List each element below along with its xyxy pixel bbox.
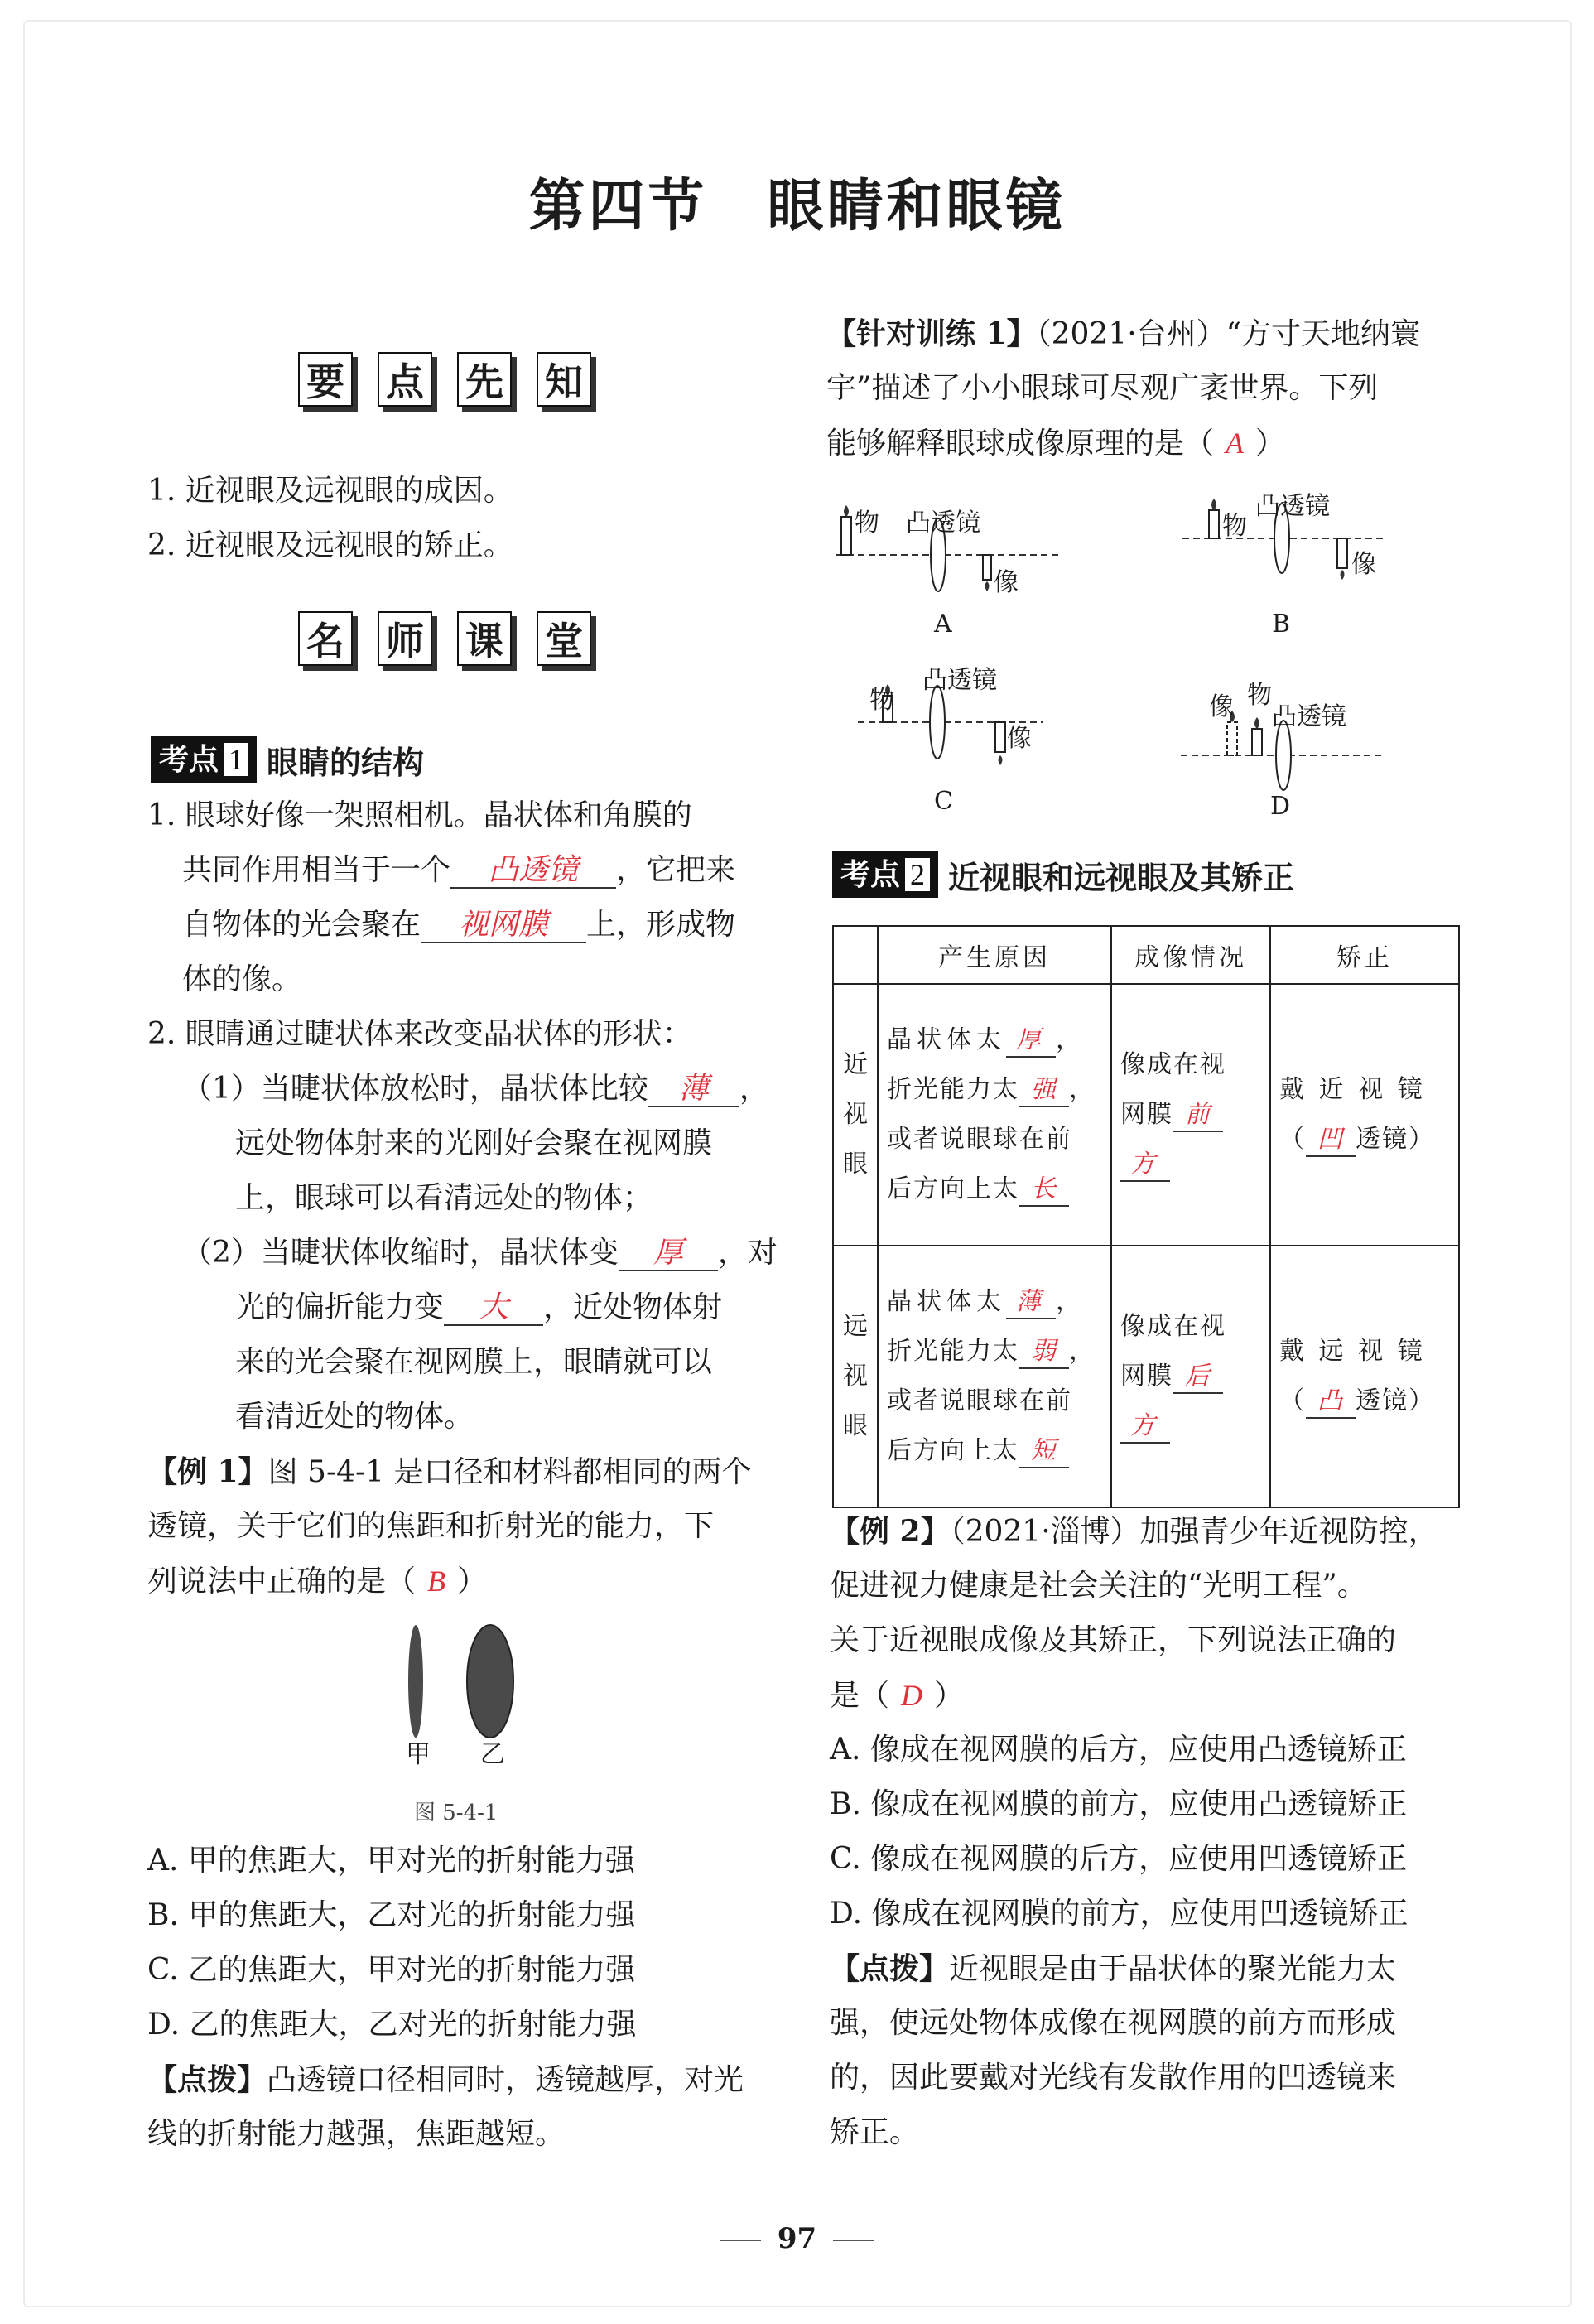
text: ， [739, 1072, 769, 1106]
text-line: 矫正。 [830, 2115, 920, 2149]
lens-label: 凸透镜 [906, 509, 980, 538]
text: 是（ [830, 1679, 890, 1713]
text: （2021·淄博）加强青少年近视防控， [950, 1515, 1438, 1549]
text: 网膜 [1120, 1100, 1173, 1129]
comparison-table [832, 925, 1460, 1508]
option-letter: C [934, 787, 953, 816]
text: ） [1255, 427, 1286, 460]
row-name-cell [833, 984, 878, 1246]
text: ，对 [717, 1236, 778, 1270]
answer-blank: 大 [444, 1290, 543, 1326]
image-label: 像 [1209, 692, 1234, 721]
example-label: 【例 2】 [830, 1514, 951, 1549]
text: 近视眼是由于晶状体的聚光能力太 [949, 1952, 1397, 1986]
training-label: 【针对训练 1】 [826, 316, 1037, 351]
kaodian-tag [832, 851, 938, 898]
text: 晶状体太 [887, 1287, 1006, 1316]
cell-line: 戴 近 视 镜 [1279, 1075, 1426, 1104]
object-label: 物 [1247, 681, 1272, 710]
kaodian-title: 眼睛的结构 [267, 744, 425, 781]
object-label: 物 [855, 509, 879, 538]
tip-label: 【点拨】 [830, 1951, 950, 1986]
cell-line [1279, 1115, 1450, 1164]
option: D. 乙的焦距大，乙对光的折射能力强 [147, 2008, 637, 2042]
optics-diagram-d [1176, 671, 1391, 803]
text-line [830, 1668, 964, 1724]
cell-line [887, 1426, 1102, 1476]
text: （ [1279, 1125, 1306, 1154]
answer-blank: 薄 [1006, 1286, 1056, 1319]
header-char: 点 [378, 352, 432, 407]
text: 透镜） [1356, 1125, 1435, 1154]
option: A. 像成在视网膜的后方，应使用凸透镜矫正 [830, 1733, 1407, 1767]
answer: D [901, 1679, 923, 1712]
text: 后方向上太 [887, 1436, 1019, 1465]
answer: B [427, 1565, 446, 1598]
text: ，它把来 [616, 853, 736, 887]
text: 能够解释眼球成像原理的是（ [826, 427, 1215, 460]
cell-line: 像成在视 [1120, 1312, 1226, 1341]
header-char: 课 [457, 611, 512, 666]
text: 凸透镜口径相同时，透镜越厚，对光 [267, 2063, 744, 2097]
text-line [182, 1226, 778, 1280]
text-line: 透镜，关于它们的焦距和折射光的能力，下 [147, 1509, 715, 1543]
text: 折光能力太 [887, 1075, 1019, 1104]
cell-line: 折光能力太 强 ， [887, 1065, 1102, 1115]
cell-line [1279, 1377, 1450, 1426]
cell-line [1120, 1401, 1261, 1451]
tip-label: 【点拨】 [147, 2062, 267, 2097]
image-label: 像 [1007, 724, 1032, 753]
option-letter: A [934, 610, 952, 639]
text-line [826, 306, 1420, 362]
option: C. 乙的焦距大，甲对光的折射能力强 [147, 1953, 636, 1987]
text: ） [934, 1679, 965, 1713]
row-name-char: 眼 [843, 1150, 868, 1179]
header-char: 名 [298, 611, 353, 666]
page-title: 第四节 眼睛和眼镜 [528, 173, 1066, 239]
text-line: 2. 眼睛通过睫状体来改变晶状体的形状： [147, 1017, 692, 1051]
image-label: 像 [994, 568, 1019, 597]
option-letter: B [1272, 610, 1291, 639]
answer-blank: 厚 [619, 1235, 718, 1271]
option: B. 像成在视网膜的前方，应使用凸透镜矫正 [830, 1787, 1408, 1821]
lens-label: 凸透镜 [922, 666, 997, 695]
header-char: 师 [378, 611, 432, 666]
row-name-char: 近 [843, 1050, 868, 1079]
answer-blank: 凸透镜 [450, 852, 616, 889]
cell-line: 折光能力太 弱 ， [887, 1327, 1102, 1377]
header-char: 知 [537, 352, 591, 407]
text-line: 1. 眼球好像一架照相机。晶状体和角膜的 [147, 798, 692, 832]
image-cell [1111, 984, 1270, 1246]
text-line: 体的像。 [182, 962, 302, 996]
text: （1）当睫状体放松时，晶状体比较 [182, 1072, 648, 1106]
lens-label: 乙 [480, 1740, 505, 1769]
text-line: 远处物体射来的光刚好会聚在视网膜 [235, 1126, 713, 1160]
image-label: 像 [1351, 550, 1376, 579]
kaodian-label: 考点 [840, 858, 901, 892]
text-line: 上，眼球可以看清远处的物体； [235, 1181, 653, 1215]
text: ） [457, 1565, 488, 1598]
answer-blank: 后 [1173, 1361, 1223, 1394]
answer-blank: 方 [1120, 1410, 1170, 1444]
cell-line [1120, 1090, 1261, 1140]
kaodian-1-heading [151, 736, 424, 783]
kaodian-label: 考点 [159, 743, 219, 777]
text-line [182, 843, 735, 898]
text-line: 线的折射能力越强，焦距越短。 [147, 2117, 566, 2151]
cell-line: 或者说眼球在前 [887, 1386, 1072, 1415]
answer-blank: 视网膜 [421, 907, 586, 943]
row-name-cell [833, 1246, 878, 1507]
thick-lens [467, 1625, 513, 1738]
text: 网膜 [1120, 1362, 1173, 1391]
table-header-cell: 成像情况 [1111, 926, 1270, 984]
page-number-text: 97 [777, 2222, 817, 2255]
section-header-yaodian [298, 352, 591, 407]
object-label: 物 [869, 686, 894, 715]
text: （2021·台州）“方寸天地纳寰 [1036, 317, 1421, 351]
example-label: 【例 1】 [147, 1454, 268, 1489]
text-line: 促进视力健康是社会关注的“光明工程”。 [830, 1569, 1367, 1603]
lens-label: 凸透镜 [1272, 702, 1346, 731]
answer-blank: 凹 [1306, 1124, 1356, 1157]
text-line [182, 1062, 769, 1116]
answer-blank: 弱 [1019, 1336, 1069, 1369]
yaodian-item: 2. 近视眼及远视眼的矫正。 [147, 528, 513, 562]
header-char: 要 [298, 352, 353, 407]
answer-blank: 前 [1173, 1099, 1223, 1132]
option: A. 甲的焦距大，甲对光的折射能力强 [147, 1844, 635, 1878]
cell-line [887, 1164, 1102, 1214]
cause-cell [878, 1246, 1111, 1507]
fix-cell [1270, 1246, 1459, 1507]
text: 光的偏折能力变 [235, 1290, 445, 1324]
text: （2）当睫状体收缩时，晶状体变 [182, 1236, 619, 1270]
text: 后方向上太 [887, 1174, 1019, 1203]
text: 自物体的光会聚在 [182, 908, 421, 942]
table-header-cell [833, 926, 878, 984]
page-number [0, 2222, 1594, 2255]
text: 透镜） [1356, 1386, 1435, 1415]
row-name-char: 视 [843, 1362, 868, 1391]
text-line [147, 1444, 752, 1500]
answer-blank: 强 [1019, 1074, 1069, 1107]
text: 图 5-4-1 是口径和材料都相同的两个 [267, 1455, 752, 1489]
header-char: 先 [457, 352, 512, 407]
cell-line: 晶状体太 厚 ， [887, 1015, 1102, 1065]
text: （ [1279, 1386, 1306, 1415]
answer: A [1226, 427, 1245, 460]
text-line: 的，因此要戴对光线有发散作用的凹透镜来 [830, 2061, 1397, 2095]
option-letter: D [1270, 792, 1291, 821]
text: 列说法中正确的是（ [147, 1565, 417, 1598]
image-cell [1111, 1246, 1270, 1507]
table-header-cell: 矫正 [1270, 926, 1459, 984]
text: 共同作用相当于一个 [182, 853, 451, 887]
text-line: 强，使远处物体成像在视网膜的前方而形成 [830, 2006, 1397, 2040]
table-header-row [833, 926, 1459, 984]
kaodian-tag [151, 736, 257, 783]
answer-blank: 凸 [1306, 1386, 1356, 1419]
answer-blank: 短 [1019, 1435, 1069, 1468]
row-name-char: 眼 [843, 1411, 868, 1440]
figure-caption: 图 5-4-1 [414, 1801, 498, 1825]
object-label: 物 [1222, 512, 1247, 541]
header-char: 堂 [537, 611, 591, 666]
cell-line [1120, 1140, 1261, 1189]
row-name-char: 视 [843, 1100, 868, 1129]
text-line [182, 898, 735, 952]
table-row [833, 984, 1459, 1246]
kaodian-2-heading [832, 851, 1294, 898]
row-name-char: 远 [843, 1312, 868, 1341]
text-line [830, 1504, 1438, 1560]
cell-line: 晶状体太 薄 ， [887, 1277, 1102, 1327]
yaodian-item: 1. 近视眼及远视眼的成因。 [147, 474, 513, 508]
text: ，近处物体射 [543, 1290, 723, 1324]
answer-blank: 方 [1120, 1149, 1170, 1182]
lens-label: 甲 [406, 1740, 431, 1769]
text-line [235, 1280, 722, 1335]
cause-cell [878, 984, 1111, 1246]
section-header-mingshi [298, 611, 591, 666]
text-line [147, 2052, 744, 2108]
table-row [833, 1246, 1459, 1507]
text-line [830, 1941, 1396, 1997]
text-line: 看清近处的物体。 [235, 1400, 474, 1434]
text: 晶状体太 [887, 1025, 1006, 1054]
text-line [147, 1554, 487, 1609]
text: 上，形成物 [586, 908, 736, 942]
table-header-cell: 产生原因 [878, 926, 1111, 984]
text: 折光能力太 [887, 1337, 1019, 1366]
answer-blank: 长 [1019, 1174, 1069, 1207]
lens-label: 凸透镜 [1255, 492, 1330, 521]
text-line: 关于近视眼成像及其矫正，下列说法正确的 [830, 1623, 1397, 1657]
option: B. 甲的焦距大，乙对光的折射能力强 [147, 1898, 636, 1932]
cell-line [1120, 1352, 1261, 1401]
kaodian-title: 近视眼和远视眼及其矫正 [948, 859, 1295, 896]
cell-line: 像成在视 [1120, 1050, 1226, 1079]
kaodian-number: 2 [905, 858, 930, 891]
text-line: 来的光会聚在视网膜上，眼睛就可以 [235, 1345, 713, 1379]
text-line: 宇”描述了小小眼球可尽观广袤世界。下列 [826, 371, 1379, 405]
fix-cell [1270, 984, 1459, 1246]
answer-blank: 厚 [1006, 1025, 1056, 1058]
option: C. 像成在视网膜的后方，应使用凹透镜矫正 [830, 1842, 1408, 1876]
text-line [826, 416, 1285, 471]
cell-line: 或者说眼球在前 [887, 1125, 1072, 1154]
cell-line: 戴 远 视 镜 [1279, 1337, 1426, 1366]
answer-blank: 薄 [648, 1071, 739, 1107]
kaodian-number: 1 [224, 743, 248, 776]
thin-lens [408, 1625, 423, 1738]
option: D. 像成在视网膜的前方，应使用凹透镜矫正 [830, 1897, 1409, 1931]
